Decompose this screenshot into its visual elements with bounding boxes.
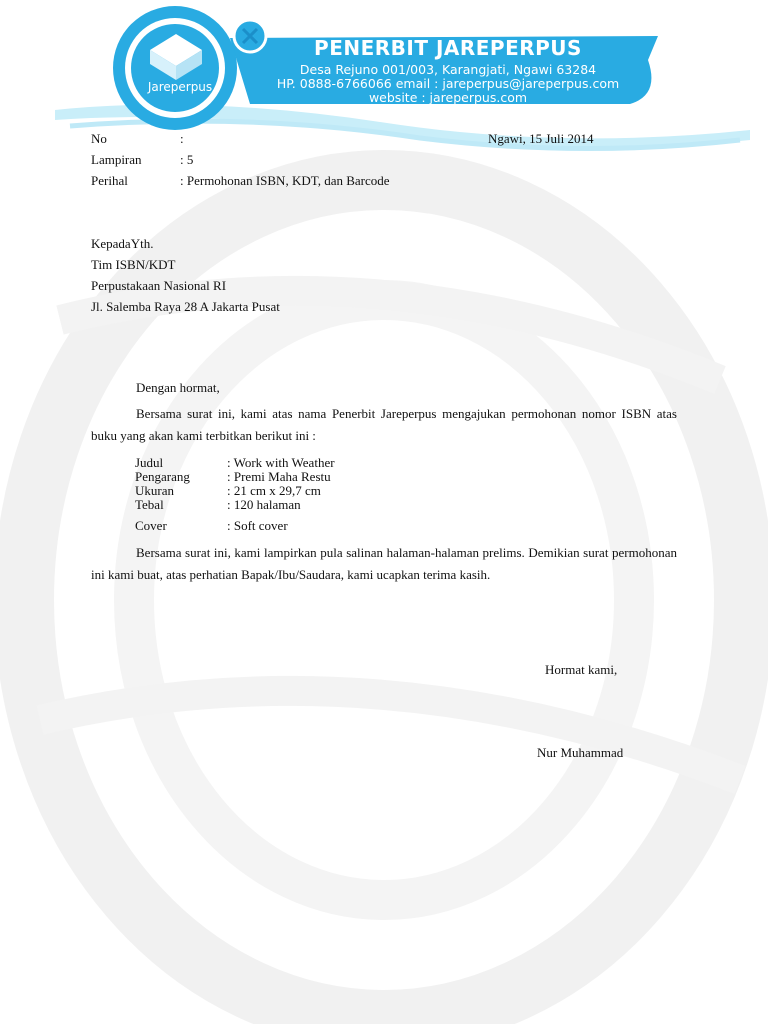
detail-label: Tebal (135, 497, 164, 512)
detail-label: Pengarang (135, 469, 190, 484)
closing-salutation: Hormat kami, (545, 662, 618, 677)
perihal-value: : Permohonan ISBN, KDT, dan Barcode (180, 173, 390, 188)
lampiran-label: Lampiran (91, 152, 142, 167)
signatory-name: Nur Muhammad (537, 745, 624, 760)
company-address: Desa Rejuno 001/003, Karangjati, Ngawi 63284 (299, 62, 597, 77)
company-contact: HP. 0888-6766066 email : jareperpus@jareperpus.com (276, 76, 620, 91)
detail-label: Judul (135, 455, 164, 470)
no-value: : (180, 131, 184, 146)
detail-row (135, 484, 321, 498)
detail-value: : Premi Maha Restu (227, 469, 331, 484)
paragraph-1: Bersama surat ini, kami atas nama Penerbit Jareperpus mengajukan permohonan nomor ISBN atas buku yang akan kami terbitkan berikut ini : (91, 406, 677, 443)
detail-label: Ukuran (135, 483, 174, 498)
recipient-line-3: Perpustakaan Nasional RI (91, 278, 227, 293)
logo-label: Jareperpus (147, 80, 213, 94)
detail-value: : Soft cover (227, 518, 288, 533)
recipient-line-4: Jl. Salemba Raya 28 A Jakarta Pusat (91, 299, 280, 314)
recipient-line-2: Tim ISBN/KDT (91, 257, 176, 272)
detail-label: Cover (135, 518, 167, 533)
lampiran-value: : 5 (180, 152, 194, 167)
detail-row (135, 519, 288, 533)
no-label: No (91, 131, 107, 146)
detail-row (135, 498, 301, 512)
paragraph-2: Bersama surat ini, kami lampirkan pula salinan halaman-halaman prelims. Demikian surat permohonan ini kami buat, atas perhatian Bapak/Ibu/Saudara, kami ucapkan terima kasih. (91, 545, 677, 582)
detail-value: : Work with Weather (227, 455, 335, 470)
detail-row (135, 456, 335, 470)
detail-value: : 21 cm x 29,7 cm (227, 483, 321, 498)
greeting: Dengan hormat, (136, 380, 220, 395)
detail-row (135, 470, 331, 484)
company-website: website : jareperpus.com (368, 90, 528, 105)
company-name: PENERBIT JAREPERPUS (314, 36, 582, 60)
letter-date: Ngawi, 15 Juli 2014 (488, 131, 594, 146)
letterhead (0, 0, 768, 160)
perihal-label: Perihal (91, 173, 128, 188)
detail-value: : 120 halaman (227, 497, 301, 512)
recipient-line-1: KepadaYth. (91, 236, 154, 251)
